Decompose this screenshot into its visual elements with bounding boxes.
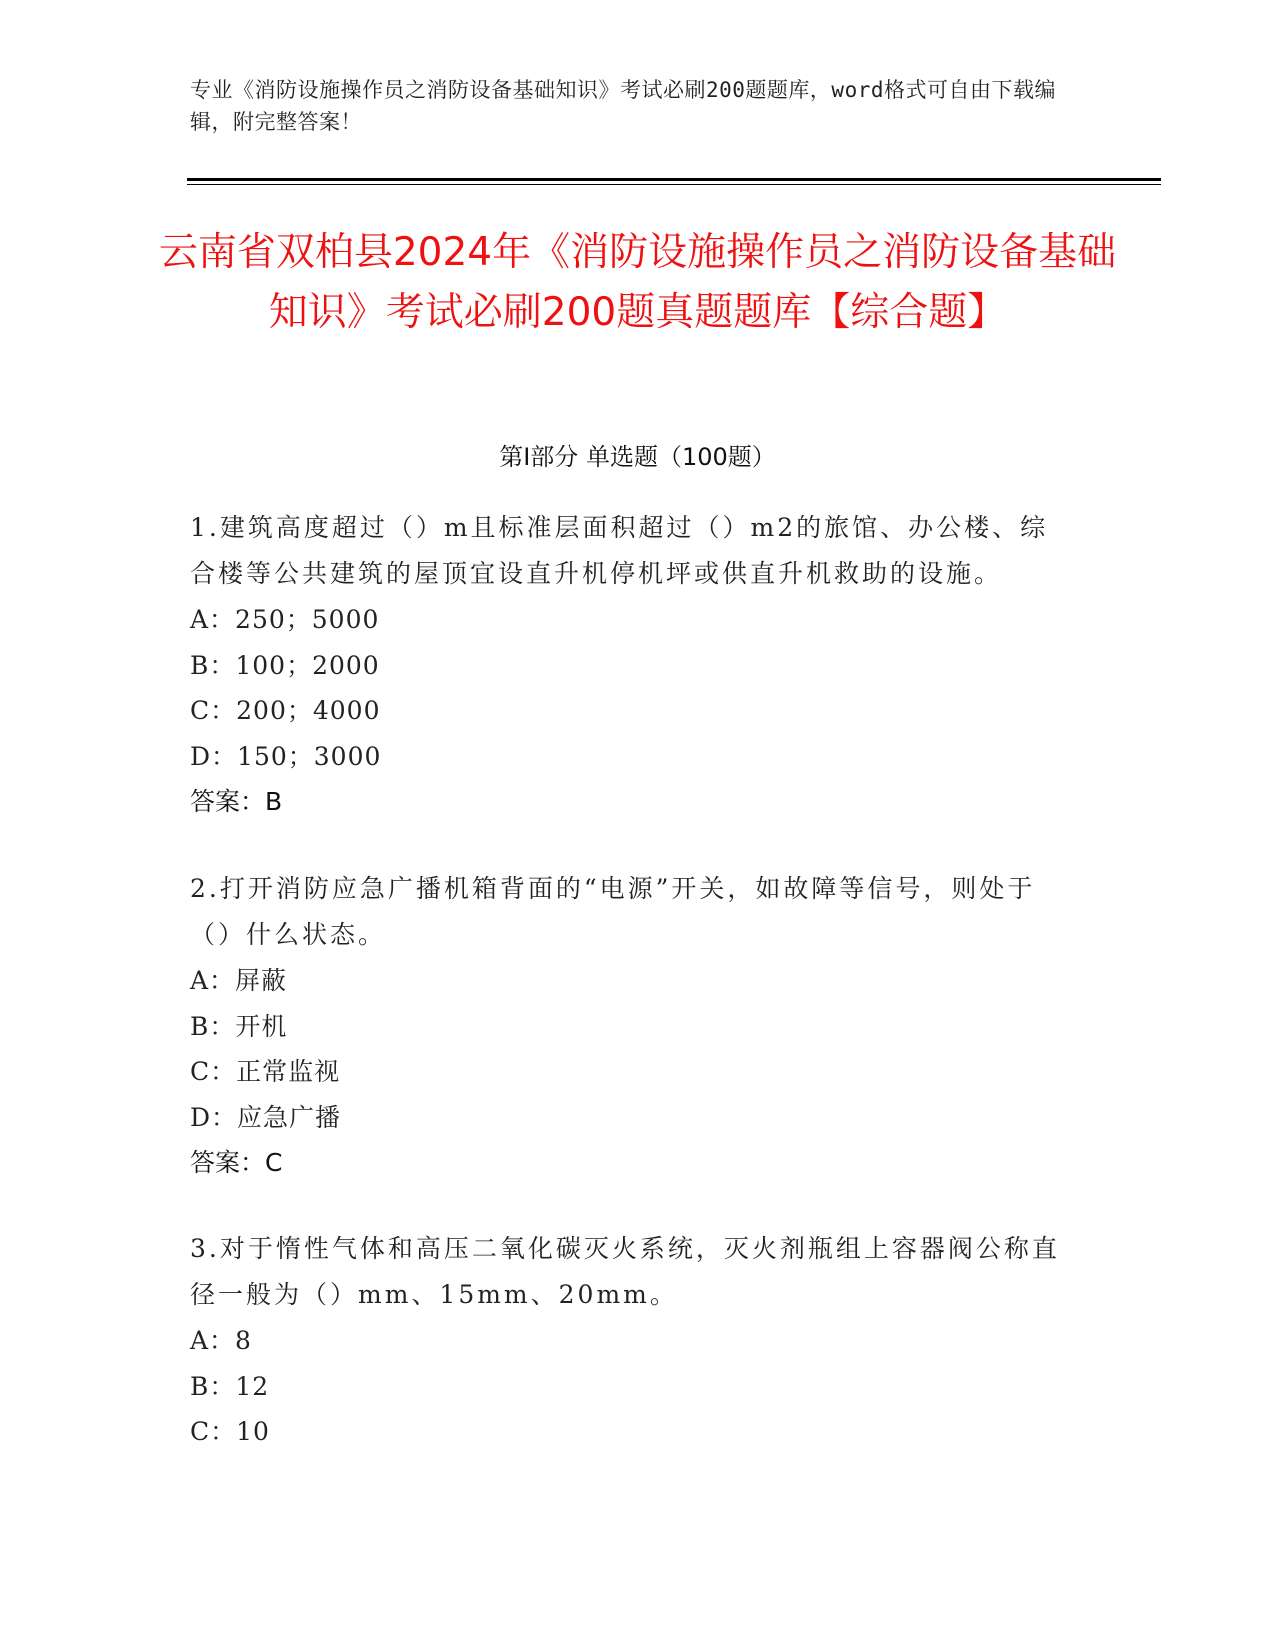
option-c: C：正常监视 [190, 1057, 341, 1086]
question-1 [190, 505, 1070, 824]
option-d: D：150；3000 [190, 741, 382, 771]
option-b: B：开机 [190, 1011, 288, 1041]
question-stem: 2.打开消防应急广播机箱背面的“电源”开关，如故障等信号，则处于（）什么状态。 [190, 874, 1036, 949]
header-divider-thick [187, 178, 1161, 181]
option-b: B：12 [190, 1371, 270, 1401]
section-heading: 第I部分 单选题（100题） [499, 443, 776, 471]
option-a: A：屏蔽 [190, 966, 288, 995]
question-stem: 3.对于惰性气体和高压二氧化碳灭火系统，灭火剂瓶组上容器阀公称直径一般为（）mm、15mm、20mm。 [190, 1234, 1060, 1309]
option-c: C：200；4000 [190, 696, 381, 725]
option-d: D：应急广播 [190, 1102, 342, 1132]
question-stem: 1.建筑高度超过（）m且标准层面积超过（）m2的旅馆、办公楼、综合楼等公共建筑的屋顶宜设直升机停机坪或供直升机救助的设施。 [190, 513, 1049, 588]
option-b: B：100；2000 [190, 650, 380, 680]
question-3 [190, 1226, 1070, 1455]
option-a: A：250；5000 [190, 605, 380, 634]
option-a: A：8 [190, 1326, 252, 1355]
option-c: C：10 [190, 1417, 270, 1446]
header-divider-thin [187, 184, 1161, 185]
header-note: 专业《消防设施操作员之消防设备基础知识》考试必刷200题题库，word格式可自由下载编辑，附完整答案！ [190, 78, 1056, 134]
question-2 [190, 866, 1070, 1185]
answer: 答案：B [190, 787, 283, 816]
answer: 答案：C [190, 1148, 283, 1177]
document-title: 云南省双柏县2024年《消防设施操作员之消防设备基础知识》考试必刷200题真题题库【综合题】 [158, 230, 1117, 335]
